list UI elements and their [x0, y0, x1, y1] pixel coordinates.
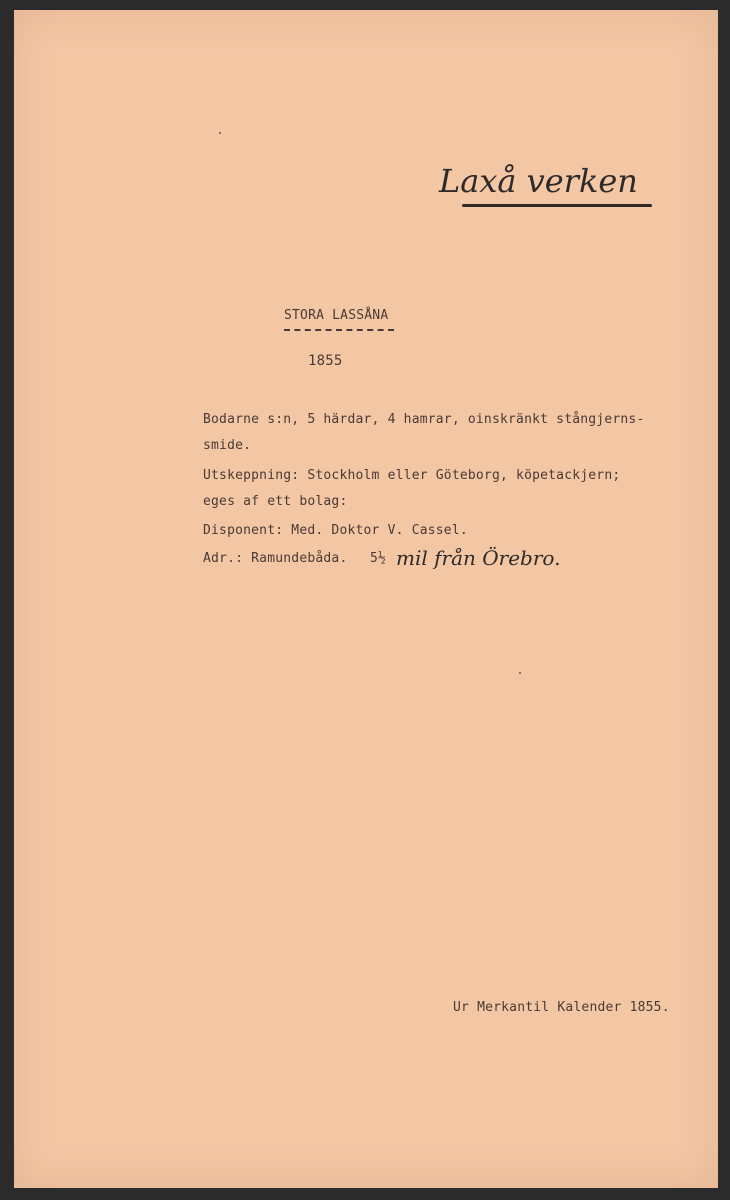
- document-page: [14, 10, 718, 1188]
- text-line-2: smide.: [203, 438, 252, 453]
- text-line-3: Utskeppning: Stockholm eller Göteborg, köpetackjern;: [203, 468, 621, 483]
- source-citation: Ur Merkantil Kalender 1855.: [453, 1000, 670, 1015]
- handwritten-place-note: mil från Örebro.: [396, 546, 561, 570]
- header-underline: [462, 204, 652, 207]
- text-line-5: Disponent: Med. Doktor V. Cassel.: [203, 523, 468, 538]
- distance-value: 5½: [370, 551, 387, 566]
- paper-speck: [519, 672, 521, 674]
- handwritten-header: Laxå verken: [439, 162, 638, 200]
- paper-speck: [219, 132, 221, 134]
- document-title: STORA LASSÅNA: [284, 308, 389, 323]
- text-line-6: Adr.: Ramundebåda.: [203, 551, 348, 566]
- document-year: 1855: [308, 353, 343, 369]
- text-line-4: eges af ett bolag:: [203, 494, 348, 509]
- text-line-1: Bodarne s:n, 5 härdar, 4 hamrar, oinskränkt stångjerns-: [203, 412, 645, 427]
- title-rule: [284, 329, 394, 331]
